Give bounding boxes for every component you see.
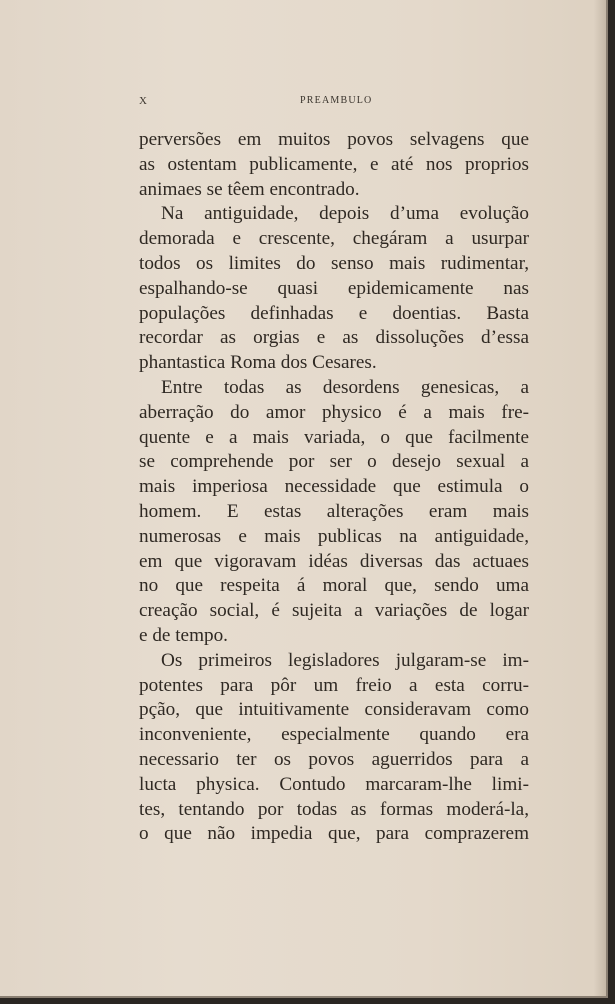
text-line: inconveniente, especialmente quando era [139, 724, 529, 746]
text-line: populações definhadas e doentias. Basta [139, 302, 529, 324]
text-line: o que não impedia que, para comprazerem [139, 823, 529, 845]
text-line: potentes para pôr um freio a esta corru- [139, 674, 529, 696]
text-line: aberração do amor physico é a mais fre- [139, 401, 529, 423]
text-line: todos os limites do senso mais rudimentar, [139, 252, 529, 274]
text-line: e de tempo. [139, 624, 228, 646]
text-line: necessario ter os povos aguerridos para a [139, 748, 529, 770]
text-line: se comprehende por ser o desejo sexual a [139, 451, 529, 473]
text-line: homem. E estas alterações eram mais [139, 500, 529, 522]
text-line: no que respeita á moral que, sendo uma [139, 575, 529, 597]
text-line: pção, que intuitivamente consideravam como [139, 699, 529, 721]
text-line: numerosas e mais publicas na antiguidade, [139, 525, 529, 547]
page-number: X [139, 95, 148, 107]
text-line: demorada e crescente, chegáram a usurpar [139, 228, 529, 250]
text-line: quente e a mais variada, o que facilmente [139, 426, 529, 448]
text-line: phantastica Roma dos Cesares. [139, 352, 377, 374]
page-edge-shadow [594, 0, 606, 996]
text-line: Os primeiros legisladores julgaram-se im- [161, 649, 529, 671]
text-line: perversões em muitos povos selvagens que [139, 129, 529, 150]
text-line: tes, tentando por todas as formas moderá-la, [139, 798, 529, 820]
text-line: lucta physica. Contudo marcaram-lhe limi- [139, 773, 529, 795]
text-line: espalhando-se quasi epidemicamente nas [139, 277, 529, 299]
running-head [139, 95, 529, 111]
text-line: creação social, é sujeita a variações de logar [139, 600, 529, 622]
text-line: recordar as orgias e as dissoluções d’essa [139, 327, 529, 349]
text-line: as ostentam publicamente, e até nos proprios [139, 153, 529, 175]
body-text [139, 128, 529, 847]
text-line: mais imperiosa necessidade que estimula o [139, 476, 529, 498]
text-line: Entre todas as desordens genesicas, a [161, 376, 529, 398]
text-line: animaes se têem encontrado. [139, 178, 360, 200]
text-line: em que vigoravam idéas diversas das actuaes [139, 550, 529, 572]
text-line: Na antiguidade, depois d’uma evolução [161, 203, 529, 225]
running-head-title: PREAMBULO [300, 95, 373, 106]
